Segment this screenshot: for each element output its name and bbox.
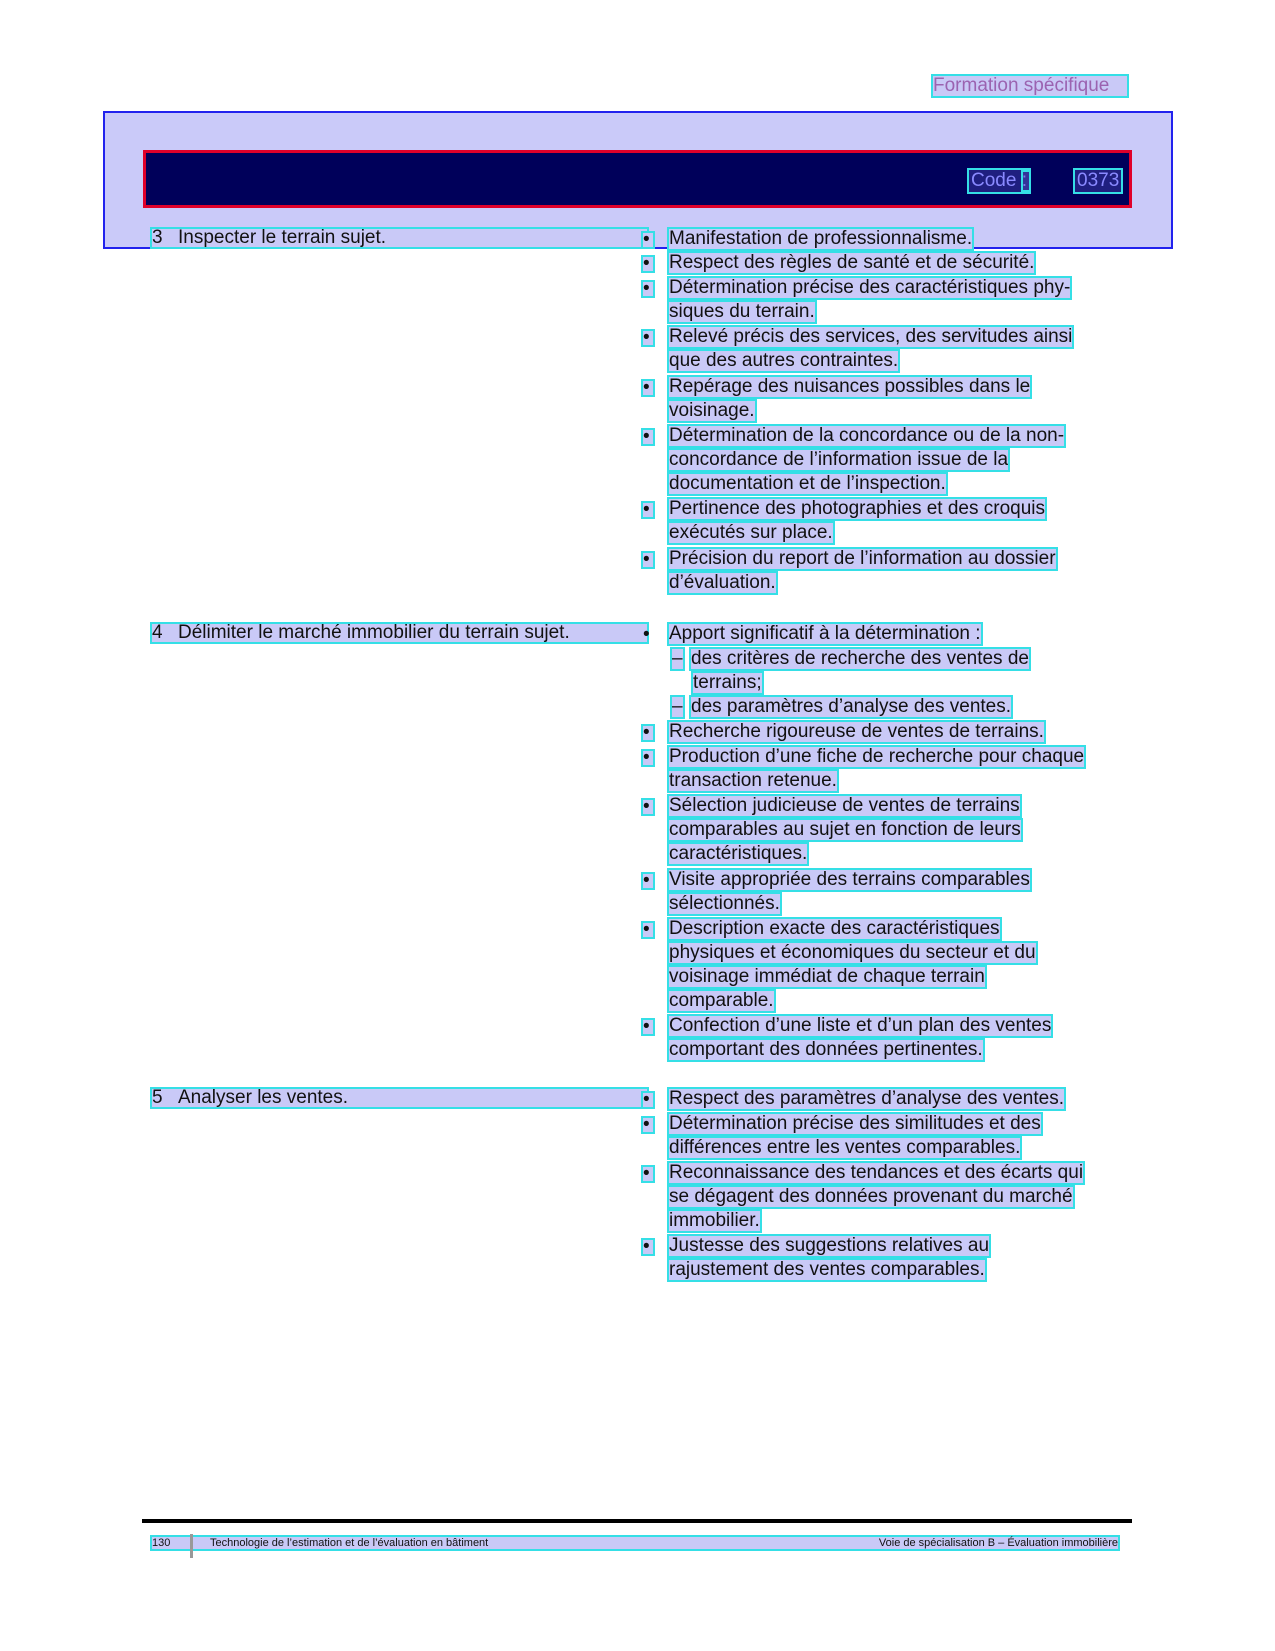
competency-title: 4 Délimiter le marché immobilier du terrain sujet. [152, 624, 647, 642]
bullet [643, 381, 653, 395]
criterion-line: Recherche rigoureuse de ventes de terrains. [669, 721, 1044, 742]
footer-rule [142, 1519, 1132, 1523]
bullet [643, 553, 653, 567]
criterion-line: concordance de l’information issue de la [669, 449, 1009, 470]
code-label: Code : [971, 170, 1027, 191]
criterion-line: Respect des règles de santé et de sécurité. [669, 252, 1035, 273]
criterion-line: Visite appropriée des terrains comparables [669, 869, 1030, 890]
criterion-line: différences entre les ventes comparables. [669, 1137, 1021, 1158]
footer-separator [190, 1534, 193, 1558]
header-label: Formation spécifique [933, 76, 1127, 96]
bullet [643, 1240, 653, 1254]
criterion-line: Sélection judicieuse de ventes de terrains [669, 795, 1020, 816]
criterion-line: immobilier. [669, 1210, 760, 1231]
criterion-line: Justesse des suggestions relatives au [669, 1235, 990, 1256]
bullet [643, 1093, 653, 1107]
bullet [643, 257, 653, 271]
subitem-line: des paramètres d’analyse des ventes. [691, 696, 1012, 717]
criterion-line: comportant des données pertinentes. [669, 1039, 983, 1060]
bullet [643, 1118, 653, 1132]
criterion-line: exécutés sur place. [669, 522, 833, 543]
page-number: 130 [152, 1537, 171, 1549]
criterion-line: se dégagent des données provenant du marché [669, 1186, 1073, 1207]
criterion-line: Précision du report de l’information au dossier [669, 548, 1056, 569]
criterion-line: Reconnaissance des tendances et des écarts qui [669, 1162, 1084, 1183]
bullet [643, 430, 653, 444]
bullet [643, 1167, 653, 1181]
criterion-line: comparables au sujet en fonction de leurs [669, 819, 1021, 840]
bullet [643, 503, 653, 517]
bullet [643, 800, 653, 814]
criterion-line: comparable. [669, 990, 774, 1011]
subitem-line: terrains; [693, 672, 762, 693]
criterion-line: Production d’une fiche de recherche pour chaque [669, 746, 1085, 767]
bullet [643, 923, 653, 937]
criterion-line: que des autres contraintes. [669, 350, 899, 371]
criterion-line: siques du terrain. [669, 301, 815, 322]
bullet [643, 1020, 653, 1034]
criterion-line: Confection d’une liste et d’un plan des ventes [669, 1015, 1052, 1036]
competency-title: 5 Analyser les ventes. [152, 1089, 647, 1107]
criterion-line: voisinage immédiat de chaque terrain [669, 966, 985, 987]
criterion-line: Pertinence des photographies et des croquis [669, 498, 1046, 519]
criterion-intro: Apport significatif à la détermination : [669, 623, 981, 644]
dash-marker: – [672, 696, 683, 717]
criterion-line: Respect des paramètres d’analyse des ventes. [669, 1088, 1064, 1109]
dash-marker: – [672, 648, 683, 669]
bullet [643, 331, 653, 345]
footer-section: Voie de spécialisation B – Évaluation immobilière [878, 1537, 1118, 1549]
criterion-line: Détermination précise des similitudes et des [669, 1113, 1041, 1134]
bullet [643, 282, 653, 296]
criterion-line: Relevé précis des services, des servitudes ainsi [669, 326, 1073, 347]
criterion-line: Détermination de la concordance ou de la non- [669, 425, 1065, 446]
criterion-line: rajustement des ventes comparables. [669, 1259, 985, 1280]
criterion-line: Manifestation de professionnalisme. [669, 228, 973, 249]
criterion-line: physiques et économiques du secteur et du [669, 942, 1036, 963]
criterion-line: Repérage des nuisances possibles dans le [669, 376, 1031, 397]
criterion-line: Description exacte des caractéristiques [669, 918, 1000, 939]
bullet [643, 751, 653, 765]
criterion-line: caractéristiques. [669, 843, 808, 864]
criterion-line: d’évaluation. [669, 572, 776, 593]
competency-title: 3 Inspecter le terrain sujet. [152, 229, 647, 247]
criterion-line: voisinage. [669, 400, 755, 421]
bullet [643, 874, 653, 888]
criterion-line: sélectionnés. [669, 893, 780, 914]
criterion-line: transaction retenue. [669, 770, 837, 791]
bullet [643, 726, 653, 740]
bullet [643, 233, 653, 247]
footer-title: Technologie de l’estimation et de l’évaluation en bâtiment [210, 1537, 489, 1549]
bullet [643, 628, 653, 642]
code-separator [1023, 172, 1029, 190]
criterion-line: Détermination précise des caractéristiques phy- [669, 277, 1071, 298]
footer [152, 1537, 1118, 1549]
code-value: 0373 [1077, 170, 1120, 191]
subitem-line: des critères de recherche des ventes de [691, 648, 1029, 669]
criterion-line: documentation et de l’inspection. [669, 473, 946, 494]
